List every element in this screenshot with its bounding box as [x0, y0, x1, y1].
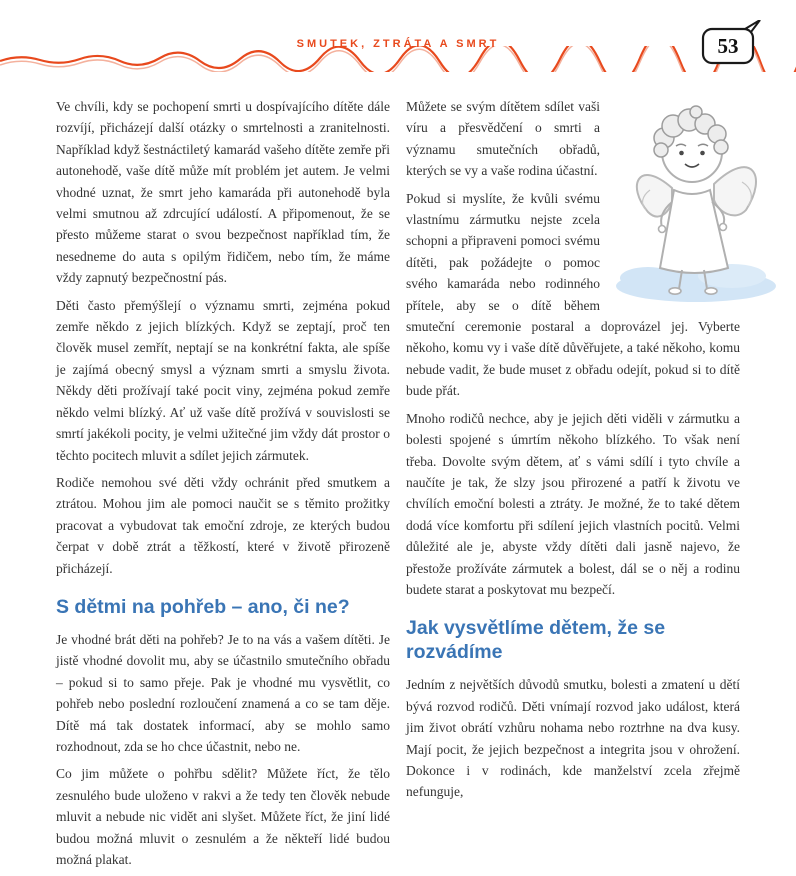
- paragraph: Děti často přemýšlejí o významu smrti, zejména pokud zemře někdo z jejich blízkých. Když se zeptají, proč ten člověk musel zemřít, neptají se na konkrétní fakta, ale spíše je zajímá obecný smysl a význam smrti a smyslu života. Někdy děti prožívají také pocit viny, zejména pokud zemře někdo velmi blízký. Ať už vaše dítě prožívá v souvislosti se smrtí jakékoli pocity, je velmi užitečné jim vždy dát prostor o těchto pocitech mluvit a sdílet jejich zármutek.: [56, 297, 390, 463]
- running-title: SMUTEK, ZTRÁTA A SMRT: [296, 38, 500, 50]
- angel-on-cloud-icon: [610, 90, 780, 308]
- paragraph: Co jim můžete o pohřbu sdělit? Můžete říct, že tělo zesnulého bude uloženo v rakvi a že tedy ten člověk nebude mluvit a nebude nic vidět ani slyšet. Můžete říct, že jiní lidé budou možná mluvit o zesnulém a že někteří lidé budou možná plakat.: [56, 766, 390, 867]
- page-number: 53: [717, 33, 739, 58]
- paragraph: Jedním z největších důvodů smutku, bolesti a zmatení u dětí bývá rozvod rodičů. Děti vnímají rozvod jako událost, která jim život obrátí vzhůru nohama nebo roztrhne na dva kusy. Mají pocit, že jejich bezpečnost a integrita jsou v ohrožení. Dokonce i v rodinách, kde manželství zcela zřejmě nefunguje,: [406, 677, 740, 800]
- left-column: [56, 96, 390, 876]
- section-heading-divorce: Jak vysvětlíme dětem, že se rozvádíme: [406, 617, 666, 664]
- paragraph: Pokud si myslíte, že kvůli svému vlastnímu zármutku nejste zcela schopni a připraveni pomoci svému dítěti, pak požádejte o pomoc svého kamaráda nebo rodinného přítele, aby se o dítě během smuteční ceremonie postaral a doprovázel jej. Vyberte někoho, komu vy i vaše dítě důvěřujete, a také někoho, komu nebude vadit, že bude muset z obřadu odejít, pokud si to dítě bude přát.: [406, 190, 740, 399]
- angel-illustration: [610, 90, 780, 308]
- content: [56, 96, 740, 876]
- section-heading-funeral: S dětmi na pohřeb – ano, či ne?: [56, 595, 350, 618]
- page-number-bubble: [698, 20, 762, 68]
- paragraph: Ve chvíli, kdy se pochopení smrti u dospívajícího dítěte dále rozvíjí, přicházejí další otázky o smrtelnosti a zranitelnosti. Například když šestnáctiletý kamarád vašeho dítěte zemře při autonehodě, vaše dítě může mít problém jet autem. Je velmi vhodné uznat, že smrt jeho kamaráda při autonehodě byla velmi smutnou až zdrcující událostí. A připomenout, že se přesto můžeme starat o svou bezpečnost například tím, že nesedneme do auta s opilým řidičem, nebo tím, že máme vždy zapnutý bezpečnostní pás.: [56, 99, 390, 286]
- paragraph: Je vhodné brát děti na pohřeb? Je to na vás a vašem dítěti. Je jistě vhodné dovolit mu, aby se účastnilo smutečního obřadu – pokud si to samo přeje. Pak je vhodné mu vysvětlit, co pohřeb nebo poslední rozloučení znamená a co se tam děje. Dítě má tak dostatek informací, aby se mohlo samo rozhodnout, zda se ho chce účastnit, nebo ne.: [56, 631, 390, 754]
- paragraph: Můžete se svým dítětem sdílet vaši víru a přesvědčení o smrti a významu smutečních obřadů, kterých se vy a vaše rodina účastní.: [406, 99, 600, 179]
- right-column: [406, 96, 740, 876]
- paragraph: Rodiče nemohou své děti vždy ochránit před smutkem a ztrátou. Mohou jim ale pomoci naučit se s těmito prožitky pracovat a vybudovat tak emoční zdroje, ze kterých budou čerpat v době ztrát a těžkostí, které v životě přirozeně přicházejí.: [56, 474, 390, 576]
- paragraph: Mnoho rodičů nechce, aby je jejich děti viděli v zármutku a bolesti spojené s úmrtím někoho blízkého. To však není třeba. Dovolte svým dětem, ať s vámi sdílí i tyto chvíle a naučíte je tak, že slzy jsou přirozené a patří k životu ve chvílích emoční bolesti a ztráty. Je možné, že to také dětem dodá více komfortu při sdílení jejich vlastních pocitů. Velmi důležité ale je, abyste vždy dítěti dali jasně najevo, že přestože prožíváte zármutek a bolest, dál se o něj a rodinu budete starat a poskytovat mu bezpečí.: [406, 410, 740, 597]
